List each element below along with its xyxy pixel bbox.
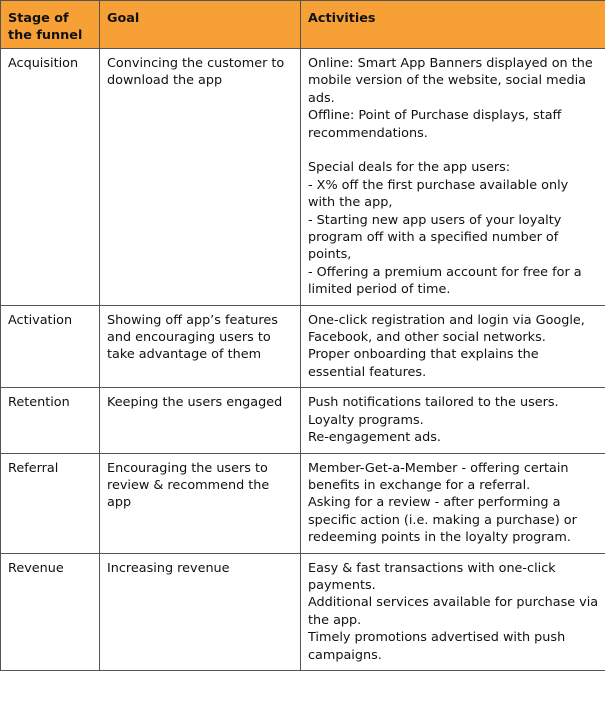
stage-cell: Activation [1, 305, 100, 388]
activities-cell [301, 49, 605, 306]
activity-line: Member-Get-a-Member - offering certain benefits in exchange for a referral. [308, 460, 569, 493]
header-row [1, 1, 605, 49]
header-stage: Stage of the funnel [1, 1, 100, 49]
activities-cell [301, 453, 605, 553]
activities-cell [301, 305, 605, 388]
stage-cell: Revenue [1, 553, 100, 670]
activities-cell [301, 388, 605, 453]
table-row [1, 453, 605, 553]
goal-cell: Encouraging the users to review & recommend the app [100, 453, 301, 553]
activity-line: Push notifications tailored to the users. [308, 395, 559, 411]
goal-cell: Showing off app’s features and encouraging users to take advantage of them [100, 305, 301, 388]
activity-line: Easy & fast transactions with one-click payments. [308, 560, 556, 593]
activity-line: - Starting new app users of your loyalty program off with a specified number of points, [308, 212, 562, 263]
table-row [1, 305, 605, 388]
activity-line: Additional services available for purchase via the app. [308, 595, 599, 628]
activity-line: Offline: Point of Purchase displays, staff recommendations. [308, 108, 562, 141]
activity-line: Online: Smart App Banners displayed on the mobile version of the website, social media ads. [308, 56, 593, 106]
stage-cell: Referral [1, 453, 100, 553]
activity-line: - Offering a premium account for free for a limited period of time. [308, 264, 582, 298]
activity-line: Re-engagement ads. [308, 430, 441, 446]
goal-cell: Keeping the users engaged [100, 388, 301, 453]
activity-spacer [308, 142, 599, 159]
activity-line: - X% off the first purchase available only with the app, [308, 177, 569, 211]
activity-line: Timely promotions advertised with push campaigns. [308, 630, 566, 663]
goal-cell: Increasing revenue [100, 553, 301, 670]
header-activities: Activities [301, 1, 605, 49]
table-row [1, 49, 605, 306]
table-row [1, 388, 605, 453]
table-row [1, 553, 605, 670]
activity-line: Special deals for the app users: [308, 160, 511, 176]
activity-line: Asking for a review - after performing a specific action (i.e. making a purchase) or redeeming points in the loyalty program. [308, 495, 577, 546]
activities-cell [301, 553, 605, 670]
activity-line: Loyalty programs. [308, 412, 424, 428]
activity-line: Proper onboarding that explains the essential features. [308, 347, 539, 380]
stage-cell: Acquisition [1, 49, 100, 306]
stage-cell: Retention [1, 388, 100, 453]
goal-cell: Convincing the customer to download the app [100, 49, 301, 306]
activity-line: One-click registration and login via Google, Facebook, and other social networks. [308, 312, 585, 346]
header-goal: Goal [100, 1, 301, 49]
